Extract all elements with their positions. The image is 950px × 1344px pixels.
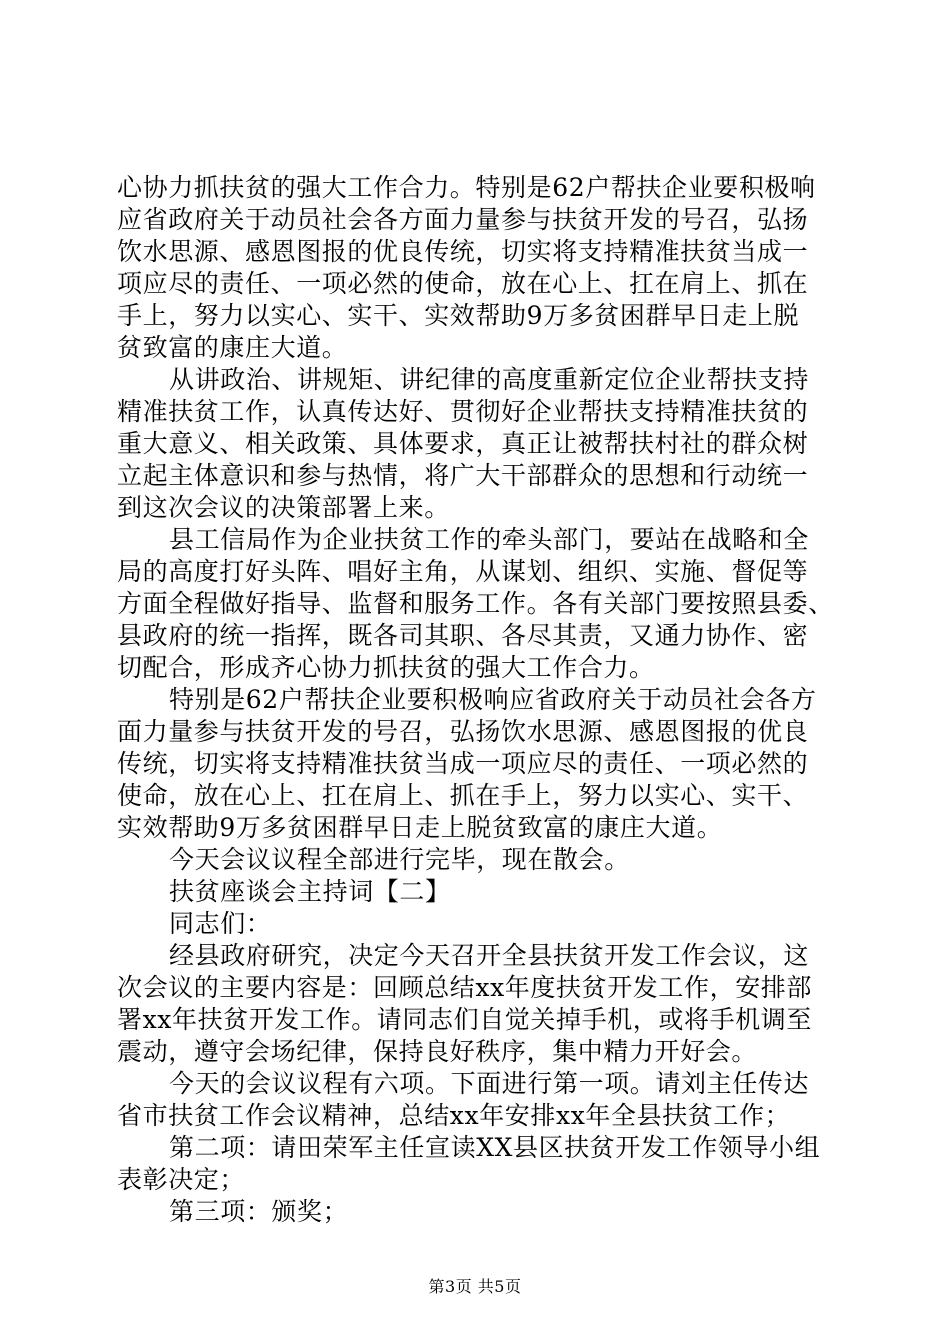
text-line: 手上，努力以实心、实干、实效帮助9万多贫困群早日走上脱 [117, 301, 800, 330]
text-line: 从讲政治、讲规矩、讲纪律的高度重新定位企业帮扶支持 [169, 365, 810, 394]
text-line: 传统，切实将支持精准扶贫当成一项应尽的责任、一项必然的 [117, 749, 809, 778]
text-line: 第二项：请田荣军主任宣读XX县区扶贫开发工作领导小组 [169, 1133, 821, 1162]
text-line: 特别是62户帮扶企业要积极响应省政府关于动员社会各方 [169, 685, 817, 714]
text-line: 心协力抓扶贫的强大工作合力。特别是62户帮扶企业要积极响 [117, 173, 816, 202]
text-line: 扶贫座谈会主持词【二】 [169, 877, 451, 906]
text-line: 精准扶贫工作，认真传达好、贯彻好企业帮扶支持精准扶贫的 [117, 397, 809, 426]
text-line: 经县政府研究，决定今天召开全县扶贫开发工作会议，这 [169, 941, 810, 970]
text-line: 第三项：颁奖； [169, 1197, 349, 1226]
text-line: 震动，遵守会场纪律，保持良好秩序，集中精力开好会。 [117, 1037, 758, 1066]
text-line: 贫致富的康庄大道。 [117, 333, 348, 362]
text-line: 今天的会议议程有六项。下面进行第一项。请刘主任传达 [169, 1069, 810, 1098]
text-line: 切配合，形成齐心协力抓扶贫的强大工作合力。 [117, 653, 655, 682]
text-line: 方面全程做好指导、监督和服务工作。各有关部门要按照县委、 [117, 589, 834, 618]
text-line: 局的高度打好头阵、唱好主角，从谋划、组织、实施、督促等 [117, 557, 809, 586]
document-body [117, 172, 841, 1228]
text-line: 县工信局作为企业扶贫工作的牵头部门，要站在战略和全 [169, 525, 810, 554]
text-line: 面力量参与扶贫开发的号召，弘扬饮水思源、感恩图报的优良 [117, 717, 809, 746]
text-line: 今天会议议程全部进行完毕，现在散会。 [169, 845, 630, 874]
text-line: 署xx年扶贫开发工作。请同志们自觉关掉手机，或将手机调至 [117, 1005, 813, 1034]
text-line: 应省政府关于动员社会各方面力量参与扶贫开发的号召，弘扬 [117, 205, 809, 234]
text-line: 省市扶贫工作会议精神，总结xx年安排xx年全县扶贫工作； [117, 1101, 791, 1130]
text-line: 县政府的统一指挥，既各司其职、各尽其责，又通力协作、密 [117, 621, 809, 650]
text-line: 次会议的主要内容是：回顾总结xx年度扶贫开发工作，安排部 [117, 973, 813, 1002]
text-line: 重大意义、相关政策、具体要求，真正让被帮扶村社的群众树 [117, 429, 809, 458]
text-line: 到这次会议的决策部署上来。 [117, 493, 450, 522]
text-line: 表彰决定； [117, 1165, 246, 1194]
text-line: 项应尽的责任、一项必然的使命，放在心上、扛在肩上、抓在 [117, 269, 809, 298]
text-line: 同志们： [169, 909, 272, 938]
text-line: 立起主体意识和参与热情，将广大干部群众的思想和行动统一 [117, 461, 809, 490]
text-line: 实效帮助9万多贫困群早日走上脱贫致富的康庄大道。 [117, 813, 723, 842]
text-line: 使命，放在心上、扛在肩上、抓在手上，努力以实心、实干、 [117, 781, 809, 810]
text-line: 饮水思源、感恩图报的优良传统，切实将支持精准扶贫当成一 [117, 237, 809, 266]
page-footer: 第3页 共5页 [428, 1277, 522, 1296]
